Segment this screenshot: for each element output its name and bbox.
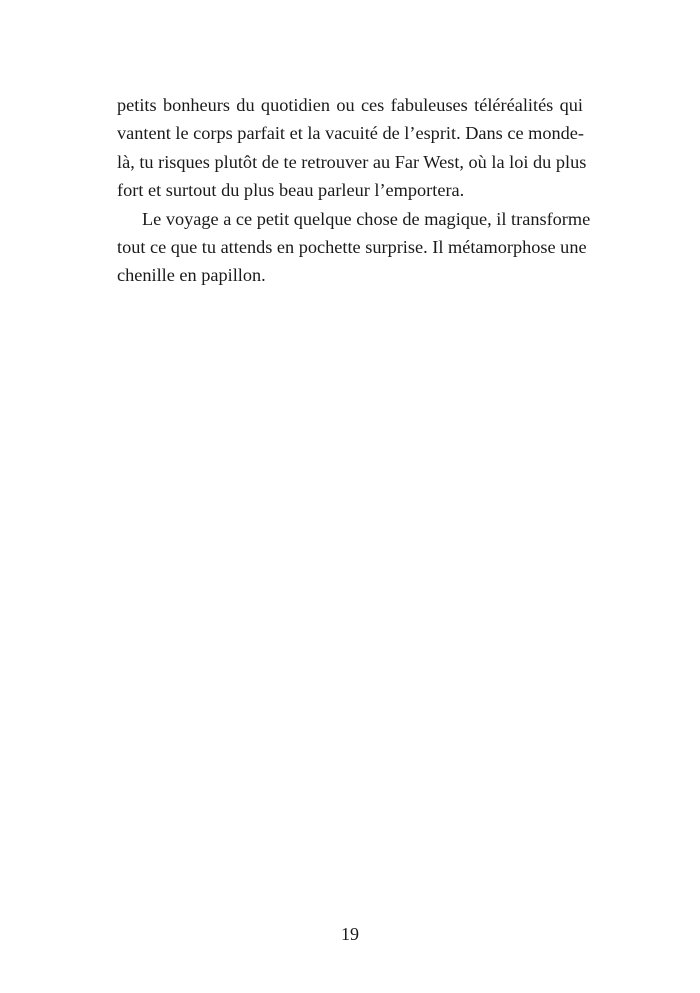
text-line: chenille en papillon. bbox=[117, 265, 266, 286]
text-line: Le voyage a ce petit quelque chose de magique, il transforme bbox=[142, 208, 591, 229]
text-line: là, tu risques plutôt de te retrouver au Far West, où la loi du plus bbox=[117, 151, 587, 172]
text-line: petits bonheurs du quotidien ou ces fabuleuses téléréalités qui bbox=[117, 95, 583, 115]
text-line: tout ce que tu attends en pochette surprise. Il métamorphose une bbox=[117, 237, 587, 258]
text-line: fort et surtout du plus beau parleur l’emportera. bbox=[117, 180, 465, 201]
page-number: 19 bbox=[341, 924, 359, 944]
body-text bbox=[117, 91, 591, 290]
text-line: vantent le corps parfait et la vacuité de l’esprit. Dans ce monde- bbox=[117, 123, 584, 144]
